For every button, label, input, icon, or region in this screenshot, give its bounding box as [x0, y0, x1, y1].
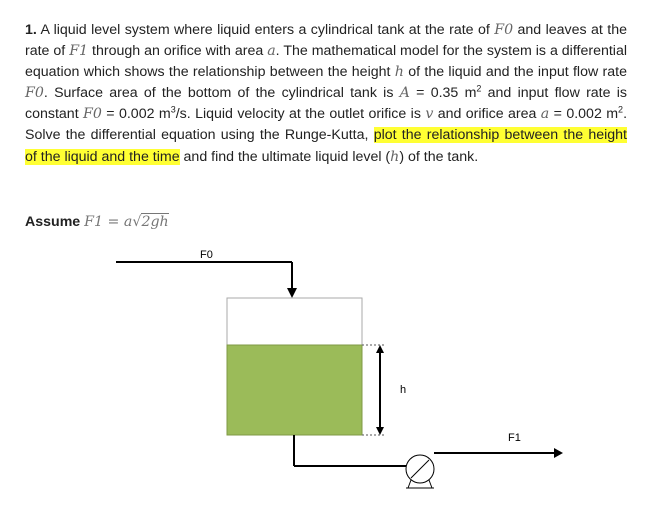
- problem-number: 1.: [25, 22, 37, 38]
- symbol-f1: F1: [69, 43, 89, 60]
- text-seg: = 0.35 m: [409, 85, 477, 102]
- inflow-arrowhead: [287, 288, 297, 298]
- inflow-label: F0: [200, 249, 213, 261]
- symbol-a: a: [540, 106, 550, 123]
- assume-label: Assume: [25, 214, 81, 230]
- symbol-f0: F0: [83, 106, 102, 123]
- symbol-a: a: [267, 43, 276, 60]
- liquid: [227, 345, 362, 435]
- outflow-arrowhead: [554, 448, 563, 458]
- text-seg: . Solve the differential equation using the Runge-Kutta,: [25, 106, 628, 144]
- outflow-label: F1: [508, 432, 521, 444]
- symbol-area: A: [399, 85, 410, 102]
- text-seg: of the liquid and the input flow rate: [403, 64, 627, 81]
- text-seg: and input flow rate is constant: [25, 85, 628, 123]
- height-arrowhead-top: [376, 345, 384, 353]
- symbol-f0: F0: [494, 22, 514, 38]
- text-seg: /s. Liquid velocity at the outlet orifice is: [175, 106, 426, 123]
- height-arrowhead-bottom: [376, 427, 384, 435]
- symbol-v: v: [425, 106, 434, 123]
- text-seg: . The mathematical model for the system is a differential equation which shows the relationship between the height: [25, 43, 627, 81]
- assume-formula-radicand: 2gh: [141, 214, 169, 230]
- text-seg: . Surface area of the bottom of the cylindrical tank is: [43, 85, 400, 102]
- symbol-h: h: [390, 148, 400, 165]
- pump-leg: [429, 480, 432, 488]
- superscript: 2: [618, 104, 624, 115]
- text-seg: = 0.002 m: [101, 106, 171, 123]
- symbol-f0: F0: [25, 85, 44, 102]
- symbol-h: h: [394, 64, 404, 81]
- text-seg: and leaves at the rate of: [25, 22, 627, 60]
- height-label: h: [400, 384, 407, 396]
- superscript: 3: [170, 104, 176, 115]
- text-seg: ) of the tank.: [399, 148, 479, 165]
- text-seg: = 0.002 m: [549, 106, 619, 123]
- pump-leg: [408, 480, 411, 488]
- text-seg: through an orifice with area: [88, 43, 268, 60]
- text-seg: A liquid level system where liquid enters a cylindrical tank at the rate of: [36, 22, 495, 38]
- highlighted-text: plot the relationship between the height of the liquid and the time: [25, 127, 627, 165]
- text-seg: and find the ultimate liquid level (: [179, 148, 391, 165]
- text-seg: and orifice area: [433, 106, 541, 123]
- superscript: 2: [476, 83, 482, 94]
- sqrt-sign: √: [132, 214, 142, 230]
- assume-formula-lhs: F1 = a: [84, 214, 133, 230]
